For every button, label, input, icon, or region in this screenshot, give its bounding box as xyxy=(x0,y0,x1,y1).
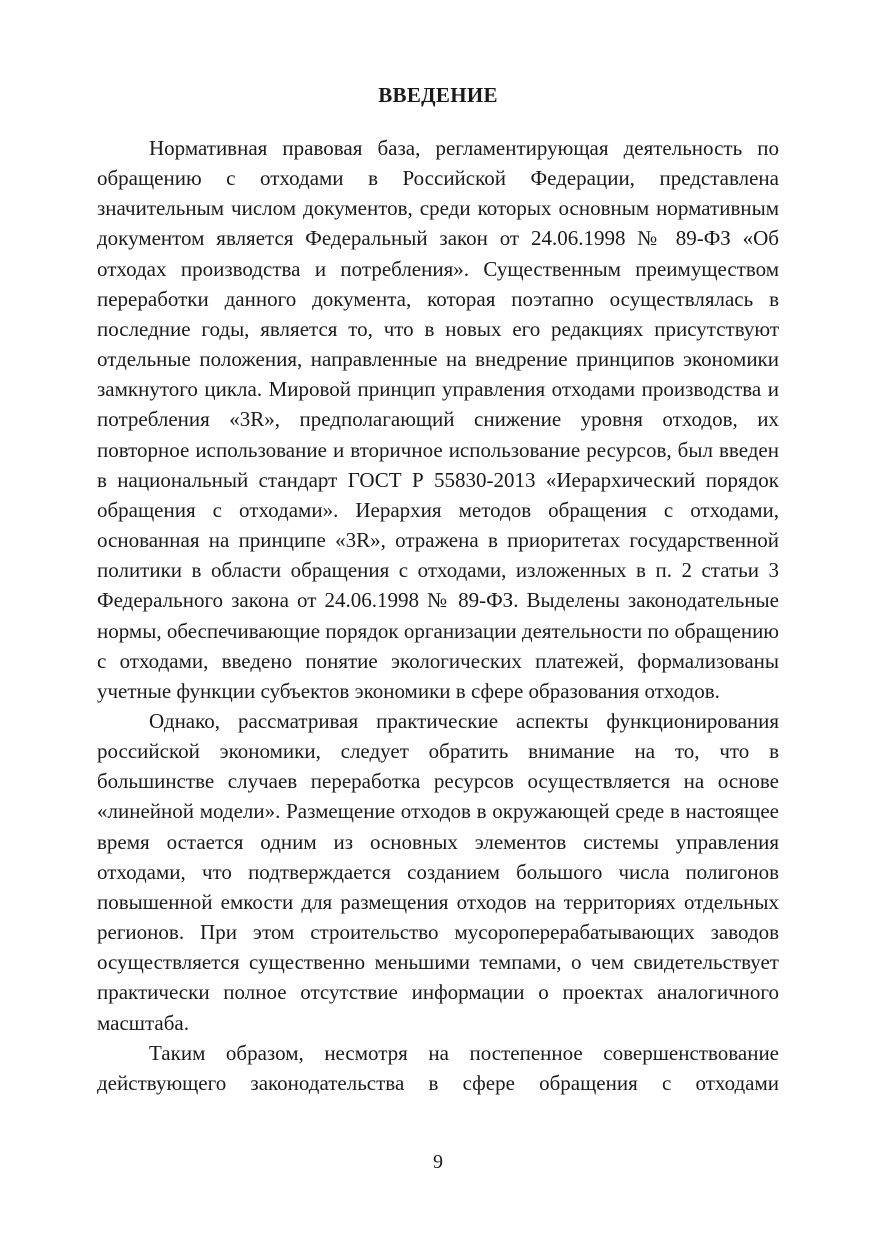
paragraph-1: Нормативная правовая база, регламентирующая деятельность по обращению с отходами в Российской Федерации, представлена значительным числом документов, среди которых основным нормативным документом является Федеральный закон от 24.06.1998 № 89-ФЗ «Об отходах производства и потребления». Существенным преимуществом переработки данного документа, которая поэтапно осуществлялась в последние годы, является то, что в новых его редакциях присутствуют отдельные положения, направленные на внедрение принципов экономики замкнутого цикла. Мировой принцип управления отходами производства и потребления «3R», предполагающий снижение уровня отходов, их повторное использование и вторичное использование ресурсов, был введен в национальный стандарт ГОСТ Р 55830-2013 «Иерархический порядок обращения с отходами». Иерархия методов обращения с отходами, основанная на принципе «3R», отражена в приоритетах государственной политики в области обращения с отходами, изложенных в п. 2 статьи 3 Федерального закона от 24.06.1998 № 89-ФЗ. Выделены законодательные нормы, обеспечивающие порядок организации деятельности по обращению с отходами, введено понятие экологических платежей, формализованы учетные функции субъектов экономики в сфере образования отходов. xyxy=(97,136,779,703)
body-text xyxy=(97,133,779,1098)
section-title: ВВЕДЕНИЕ xyxy=(378,83,498,107)
paragraph-3: Таким образом, несмотря на постепенное совершенствование действующего законодательства в сфере обращения с отходами xyxy=(97,1040,779,1095)
paragraph-2: Однако, рассматривая практические аспекты функционирования российской экономики, следует обратить внимание на то, что в большинстве случаев переработка ресурсов осуществляется на основе «линейной модели». Размещение отходов в окружающей среде в настоящее время остается одним из основных элементов системы управления отходами, что подтверждается созданием большого числа полигонов повышенной емкости для размещения отходов на территориях отдельных регионов. При этом строительство мусороперерабатывающих заводов осуществляется существенно меньшими темпами, о чем свидетельствует практически полное отсутствие информации о проектах аналогичного масштаба. xyxy=(97,708,779,1035)
page-number: 9 xyxy=(433,1151,443,1173)
